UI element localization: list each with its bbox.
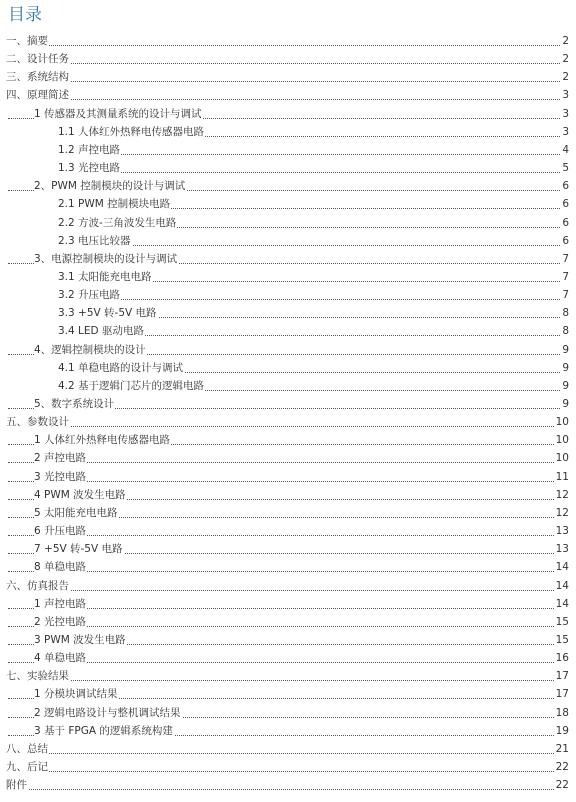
toc-entry-page: 15 — [555, 633, 569, 646]
toc-entry-label: 2.3 电压比较器 — [58, 234, 131, 247]
toc-entry-page: 18 — [555, 706, 569, 719]
toc-entry-page: 2 — [562, 71, 569, 84]
toc-entry-page: 6 — [562, 216, 569, 229]
toc-entry-page: 8 — [562, 325, 569, 338]
toc-entry[interactable] — [0, 669, 576, 683]
toc-entry-label: 二、设计任务 — [6, 53, 69, 66]
toc-entry-label: 一、摘要 — [6, 35, 48, 47]
toc-entry-label: 四、原理简述 — [6, 89, 69, 102]
toc-entry-label: 3.2 升压电路 — [58, 289, 121, 302]
toc-entry-label: 3、电源控制模块的设计与调试 — [34, 252, 178, 265]
toc-entry[interactable] — [0, 161, 576, 175]
toc-entry[interactable] — [0, 451, 576, 465]
toc-entry[interactable] — [0, 415, 576, 429]
toc-entry-label: 1.2 声控电路 — [58, 143, 121, 156]
toc-entry-label: 7 +5V 转-5V 电路 — [34, 543, 123, 556]
toc-entry-label: 1 分模块调试结果 — [34, 688, 118, 701]
toc-entry[interactable] — [0, 343, 576, 357]
toc-entry[interactable] — [0, 179, 576, 193]
toc-entry-label: 1 人体红外热释电传感器电路 — [34, 434, 171, 447]
toc-entry-page: 19 — [555, 724, 569, 737]
toc-entry-page: 10 — [555, 416, 569, 429]
toc-entry-page: 2 — [562, 35, 569, 47]
toc-leader — [6, 753, 568, 754]
toc-leader — [58, 172, 568, 173]
toc-entry-page: 15 — [555, 615, 569, 628]
toc-entry-label: 3 光控电路 — [34, 470, 87, 483]
toc-leader — [6, 789, 568, 790]
toc-entry-label: 2 光控电路 — [34, 615, 87, 628]
toc-entry-label: 2、PWM 控制模块的设计与调试 — [34, 180, 186, 193]
toc-leader — [8, 481, 568, 482]
toc-entry-page: 5 — [562, 162, 569, 175]
toc-entry-label: 2 逻辑电路设计与整机调试结果 — [34, 706, 181, 719]
toc-entry-page: 7 — [562, 270, 569, 283]
toc-leader — [6, 81, 568, 82]
toc-entry[interactable] — [0, 52, 576, 66]
toc-entry[interactable] — [0, 324, 576, 338]
toc-entry-page: 9 — [562, 343, 569, 356]
toc-entry[interactable] — [0, 125, 576, 139]
toc-entry-label: 五、参数设计 — [6, 416, 69, 429]
toc-entry-page: 22 — [555, 779, 569, 792]
toc-entry-page: 14 — [555, 561, 569, 574]
toc-entry-page: 3 — [562, 107, 569, 120]
toc-entry-label: 附件 — [6, 779, 27, 792]
toc-entry[interactable] — [0, 651, 576, 665]
toc-entry[interactable] — [0, 379, 576, 393]
toc-entry[interactable] — [0, 524, 576, 538]
toc-leader — [6, 63, 568, 64]
toc-entry-page: 11 — [555, 470, 569, 483]
toc-entry[interactable] — [0, 488, 576, 502]
toc-leader — [6, 99, 568, 100]
toc-entry[interactable] — [0, 197, 576, 211]
toc-leader — [6, 590, 568, 591]
toc-entry-label: 3.1 太阳能充电电路 — [58, 270, 152, 283]
toc-entry[interactable] — [0, 361, 576, 375]
toc-entry[interactable] — [0, 288, 576, 302]
toc-entry[interactable] — [0, 724, 576, 738]
toc-entry[interactable] — [0, 542, 576, 556]
toc-leader — [8, 662, 568, 663]
toc-entry-page: 7 — [562, 252, 569, 265]
toc-entry[interactable] — [0, 597, 576, 611]
toc-entry-label: 1.3 光控电路 — [58, 162, 121, 175]
toc-entry[interactable] — [0, 306, 576, 320]
toc-entry-page: 3 — [562, 89, 569, 102]
toc-entry-page: 22 — [555, 761, 569, 773]
toc-entry[interactable] — [0, 234, 576, 248]
toc-entry-label: 6 升压电路 — [34, 525, 87, 538]
toc-entry-label: 2.2 方波-三角波发生电路 — [58, 216, 177, 229]
toc-entry-page: 3 — [562, 125, 569, 138]
toc-leader — [6, 771, 568, 772]
toc-entry-label: 七、实验结果 — [6, 670, 69, 683]
toc-entry-page: 6 — [562, 198, 569, 211]
toc-entry-page: 10 — [555, 452, 569, 465]
toc-entry-label: 八、总结 — [6, 742, 48, 755]
toc-entry-label: 5 太阳能充电电路 — [34, 506, 118, 519]
toc-entry[interactable] — [0, 270, 576, 284]
toc-entry-label: 2.1 PWM 控制模块电路 — [58, 198, 171, 211]
toc-entry[interactable] — [0, 633, 576, 647]
toc-entry[interactable] — [0, 252, 576, 266]
toc-leader — [8, 571, 568, 572]
toc-entry-label: 3.3 +5V 转-5V 电路 — [58, 307, 157, 320]
toc-entry-page: 17 — [555, 670, 569, 683]
toc-entry[interactable] — [0, 107, 576, 121]
toc-entry-label: 六、仿真报告 — [6, 579, 69, 592]
toc-entry[interactable] — [0, 706, 576, 720]
toc-entry-page: 16 — [555, 652, 569, 665]
toc-entry[interactable] — [0, 70, 576, 84]
toc-entry-page: 8 — [562, 307, 569, 320]
toc-entry-page: 6 — [562, 180, 569, 193]
toc-entry-label: 4.1 单稳电路的设计与调试 — [58, 361, 184, 374]
toc-leader — [8, 626, 568, 627]
toc-entry-page: 21 — [555, 742, 569, 755]
page-title: 目录 — [8, 5, 42, 25]
toc-entry[interactable] — [0, 742, 576, 756]
toc-entry[interactable] — [0, 88, 576, 102]
toc-entry-page: 12 — [555, 488, 569, 501]
toc-entry-page: 7 — [562, 289, 569, 302]
toc-entry[interactable] — [0, 433, 576, 447]
toc-entry-page: 9 — [562, 398, 569, 410]
toc-entry-label: 5、数字系统设计 — [34, 398, 115, 410]
toc-entry[interactable] — [0, 397, 576, 411]
toc-entry-page: 14 — [555, 597, 569, 610]
toc-entry-label: 九、后记 — [6, 761, 48, 773]
toc-leader — [58, 154, 568, 155]
toc-entry-label: 1.1 人体红外热释电传感器电路 — [58, 125, 205, 138]
toc-entry-label: 4、逻辑控制模块的设计 — [34, 343, 146, 356]
toc-entry-page: 4 — [562, 143, 569, 156]
toc-entry-page: 10 — [555, 434, 569, 447]
toc-entry[interactable] — [0, 143, 576, 157]
toc-entry-page: 9 — [562, 361, 569, 374]
toc-entry-label: 2 声控电路 — [34, 452, 87, 465]
toc-entry[interactable] — [0, 506, 576, 520]
toc-leader — [6, 45, 568, 46]
toc-entry-page: 12 — [555, 506, 569, 519]
toc-entry-label: 3.4 LED 驱动电路 — [58, 325, 144, 338]
toc-entry-page: 13 — [555, 543, 569, 556]
toc-entry-label: 1 传感器及其测量系统的设计与调试 — [34, 107, 202, 120]
toc-leader — [8, 535, 568, 536]
toc-entry-label: 4 单稳电路 — [34, 652, 87, 665]
toc-entry-page: 13 — [555, 525, 569, 538]
toc-leader — [6, 426, 568, 427]
toc-entry[interactable] — [0, 687, 576, 701]
toc-entry[interactable] — [0, 470, 576, 484]
toc-entry-label: 1 声控电路 — [34, 597, 87, 610]
toc-entry-label: 3 PWM 波发生电路 — [34, 633, 126, 646]
toc-entry-label: 三、系统结构 — [6, 71, 69, 84]
toc-entry[interactable] — [0, 34, 576, 48]
toc-entry[interactable] — [0, 560, 576, 574]
toc-entry-page: 17 — [555, 688, 569, 701]
toc-entry-page: 6 — [562, 234, 569, 247]
toc-entry-page: 2 — [562, 53, 569, 66]
toc-entry[interactable] — [0, 216, 576, 230]
toc-entry-page: 9 — [562, 379, 569, 392]
toc-entry[interactable] — [0, 579, 576, 593]
toc-entry-page: 14 — [555, 579, 569, 592]
toc-entry-label: 4.2 基于逻辑门芯片的逻辑电路 — [58, 379, 205, 392]
toc-leader — [8, 462, 568, 463]
toc-entry[interactable] — [0, 615, 576, 629]
toc-entry[interactable] — [0, 760, 576, 774]
toc-entry-label: 8 单稳电路 — [34, 561, 87, 574]
toc-entry-label: 3 基于 FPGA 的逻辑系统构建 — [34, 724, 173, 737]
toc-leader — [58, 245, 568, 246]
toc-leader — [6, 680, 568, 681]
toc-leader — [8, 608, 568, 609]
toc-entry[interactable] — [0, 778, 576, 792]
toc-entry-label: 4 PWM 波发生电路 — [34, 488, 126, 501]
toc-leader — [58, 299, 568, 300]
